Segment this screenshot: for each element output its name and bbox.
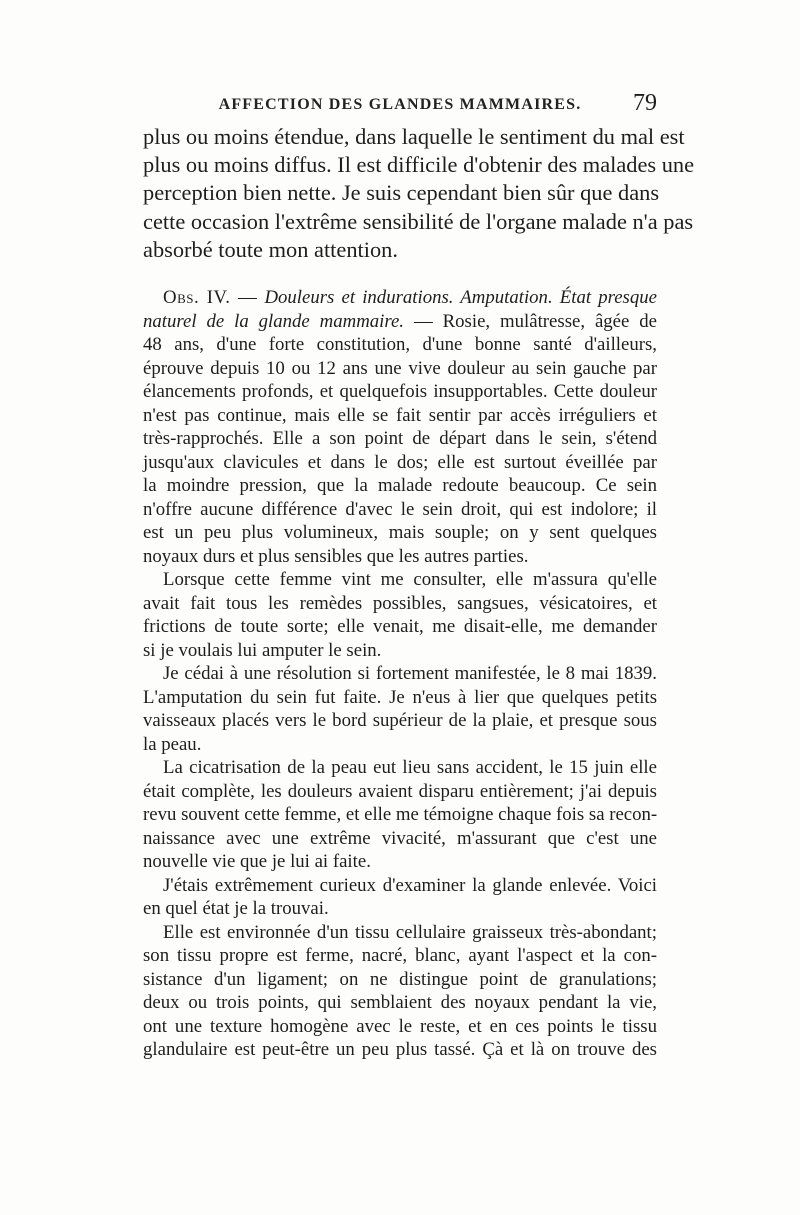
text-line: sistance d'un ligament; on ne distingue point de granulations; (143, 968, 657, 990)
intro-paragraph (143, 123, 695, 264)
observation-title-1: Douleurs et indurations. Amputation. État presque (264, 287, 657, 308)
text-line: la peau. (143, 733, 202, 755)
observation-heading-line (143, 286, 657, 310)
text-line: absorbé toute mon attention. (143, 236, 398, 262)
text-line: J'étais extrêmement curieux d'examiner la glande enlevée. Voici (163, 874, 657, 896)
text-line: plus ou moins diffus. Il est difficile d'obtenir des malades une (143, 152, 695, 178)
text-line: plus ou moins étendue, dans laquelle le sentiment du mal est (143, 124, 685, 149)
text-line: noyaux durs et plus sensibles que les autres parties. (143, 545, 529, 567)
text-line: était complète, les douleurs avaient disparu entièrement; j'ai depuis (143, 780, 657, 802)
text-line: ont une texture homogène avec le reste, et en ces points le tissu (143, 1015, 657, 1037)
text-line: naissance avec une extrême vivacité, m'assurant que c'est une (143, 827, 657, 849)
text-line: glandulaire est peut-être un peu plus tassé. Çà et là on trouve des (143, 1039, 657, 1060)
text-line: très-rapprochés. Elle a son point de départ dans le sein, s'étend (143, 428, 657, 449)
text-line: 48 ans, d'une forte constitution, d'une bonne santé d'ailleurs, (143, 334, 657, 355)
observation-label: Obs. IV. — (163, 287, 258, 308)
text-line: Lorsque cette femme vint me consulter, elle m'assura qu'elle (163, 569, 657, 590)
text-line: élancements profonds, et quelquefois insupportables. Cette douleur (143, 381, 657, 402)
observation-first-line-rest: — Rosie, mulâtresse, âgée de (413, 310, 657, 332)
text-line: frictions de toute sorte; elle venait, me disait-elle, me demander (143, 616, 657, 637)
observation-heading-line (143, 310, 657, 334)
text-line: son tissu propre est ferme, nacré, blanc, ayant l'aspect et la con- (143, 945, 657, 966)
text-line: la moindre pression, que la malade redoute beaucoup. Ce sein (143, 475, 657, 496)
observation-block (143, 286, 657, 1062)
text-line: deux ou trois points, qui semblaient des noyaux pendant la vie, (143, 992, 657, 1013)
text-line: si je voulais lui amputer le sein. (143, 639, 382, 661)
text-line: jusqu'aux clavicules et dans le dos; elle est surtout éveillée par (143, 451, 657, 473)
text-line: avait fait tous les remèdes possibles, sangsues, vésicatoires, et (143, 592, 657, 614)
text-line: perception bien nette. Je suis cependant bien sûr que dans (143, 180, 660, 206)
observation-title-2: naturel de la glande mammaire. (143, 310, 405, 332)
running-head (143, 92, 657, 120)
text-line: vaisseaux placés vers le bord supérieur de la plaie, et presque sous (143, 710, 657, 731)
text-line: revu souvent cette femme, et elle me témoigne chaque fois sa recon- (143, 804, 658, 825)
text-line: L'amputation du sein fut faite. Je n'eus à lier que quelques petits (143, 686, 657, 708)
text-line: cette occasion l'extrême sensibilité de l'organe malade n'a pas (143, 208, 694, 234)
text-line: n'est pas continue, mais elle se fait sentir par accès irréguliers et (143, 404, 657, 426)
text-line: n'offre aucune différence d'avec le sein droit, qui est indolore; il (143, 498, 657, 520)
text-line: Je cédai à une résolution si fortement manifestée, le 8 mai 1839. (163, 663, 657, 684)
page-number: 79 (633, 90, 657, 116)
text-line: est un peu plus volumineux, mais souple; on y sent quelques (143, 522, 657, 543)
text-line: Elle est environnée d'un tissu cellulaire graisseux très-abondant; (163, 921, 657, 943)
text-line: éprouve depuis 10 ou 12 ans une vive douleur au sein gauche par (143, 357, 657, 379)
text-line: nouvelle vie que je lui ai faite. (143, 851, 371, 872)
running-title: AFFECTION DES GLANDES MAMMAIRES. (218, 96, 582, 113)
text-line: La cicatrisation de la peau eut lieu sans accident, le 15 juin elle (163, 757, 657, 778)
text-line: en quel état je la trouvai. (143, 898, 329, 919)
